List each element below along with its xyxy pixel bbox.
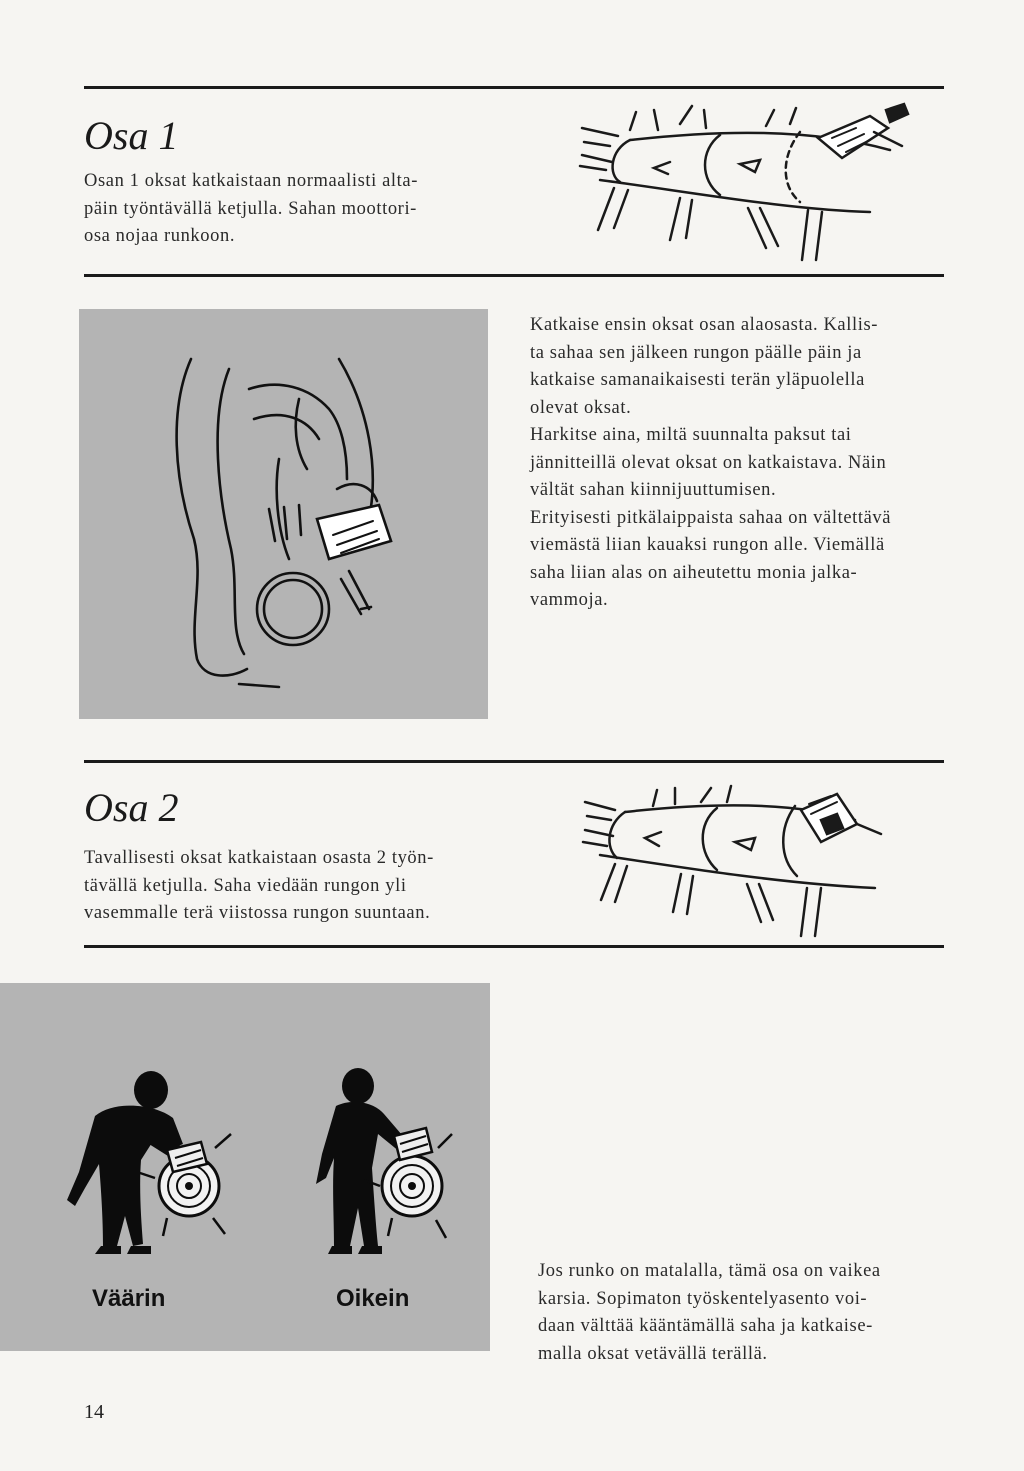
body-line: katkaise samanaikaisesti terän yläpuolella (530, 370, 865, 390)
intro-line: päin työntävällä ketjulla. Sahan moottori- (84, 198, 417, 219)
posture-comparison-panel (0, 983, 490, 1351)
section-2-divider (84, 945, 944, 948)
section-2-note (538, 1258, 881, 1368)
top-rule (84, 86, 944, 89)
section-2-title: Osa 2 (84, 785, 179, 830)
body-line: vammoja. (530, 590, 609, 610)
intro-line: osa nojaa runkoon. (84, 226, 236, 246)
body-line: Harkitse aina, miltä suunnalta paksut tai (530, 425, 852, 445)
worker-illustration-panel (79, 309, 488, 719)
log-chainsaw-illustration-2 (575, 780, 895, 940)
body-line: jännitteillä olevat oksat on katkaistava. Näin (530, 452, 887, 473)
body-line: Katkaise ensin oksat osan alaosasta. Kallis- (530, 315, 879, 335)
section-2-top-rule (84, 760, 944, 763)
wrong-label: Väärin (92, 1285, 166, 1312)
page-number: 14 (84, 1401, 104, 1423)
note-line: karsia. Sopimaton työskentelyasento voi- (538, 1288, 868, 1309)
log-chainsaw-illustration-1 (570, 100, 930, 265)
right-posture-silhouette (300, 1068, 470, 1268)
intro-line: tävällä ketjulla. Saha viedään rungon yli (84, 875, 407, 896)
section-1-body (530, 312, 891, 615)
note-line: Jos runko on matalalla, tämä osa on vaikea (538, 1261, 881, 1281)
section-1-title: Osa 1 (84, 113, 179, 158)
wrong-posture-silhouette (55, 1068, 235, 1268)
body-line: saha liian alas on aiheutettu monia jalka- (530, 562, 858, 583)
body-line: Erityisesti pitkälaippaista sahaa on vältettävä (530, 507, 892, 528)
note-line: daan välttää kääntämällä saha ja katkaise- (538, 1316, 873, 1336)
body-line: vältät sahan kiinnijuuttumisen. (530, 480, 777, 500)
section-2-intro (84, 845, 434, 928)
intro-line: vasemmalle terä viistossa rungon suuntaan. (84, 903, 431, 923)
intro-line: Osan 1 oksat katkaistaan normaalisti alta- (84, 171, 418, 191)
intro-line: Tavallisesti oksat katkaistaan osasta 2 työn- (84, 848, 434, 868)
body-line: olevat oksat. (530, 397, 632, 418)
right-label: Oikein (336, 1285, 410, 1312)
worker-cutting-branches-illustration (79, 309, 488, 719)
section-1-intro (84, 168, 418, 251)
section-1-divider (84, 274, 944, 277)
note-line: malla oksat vetävällä terällä. (538, 1343, 768, 1364)
body-line: viemästä liian kauaksi rungon alle. Viemällä (530, 535, 885, 555)
body-line: ta sahaa sen jälkeen rungon päälle päin ja (530, 342, 862, 363)
